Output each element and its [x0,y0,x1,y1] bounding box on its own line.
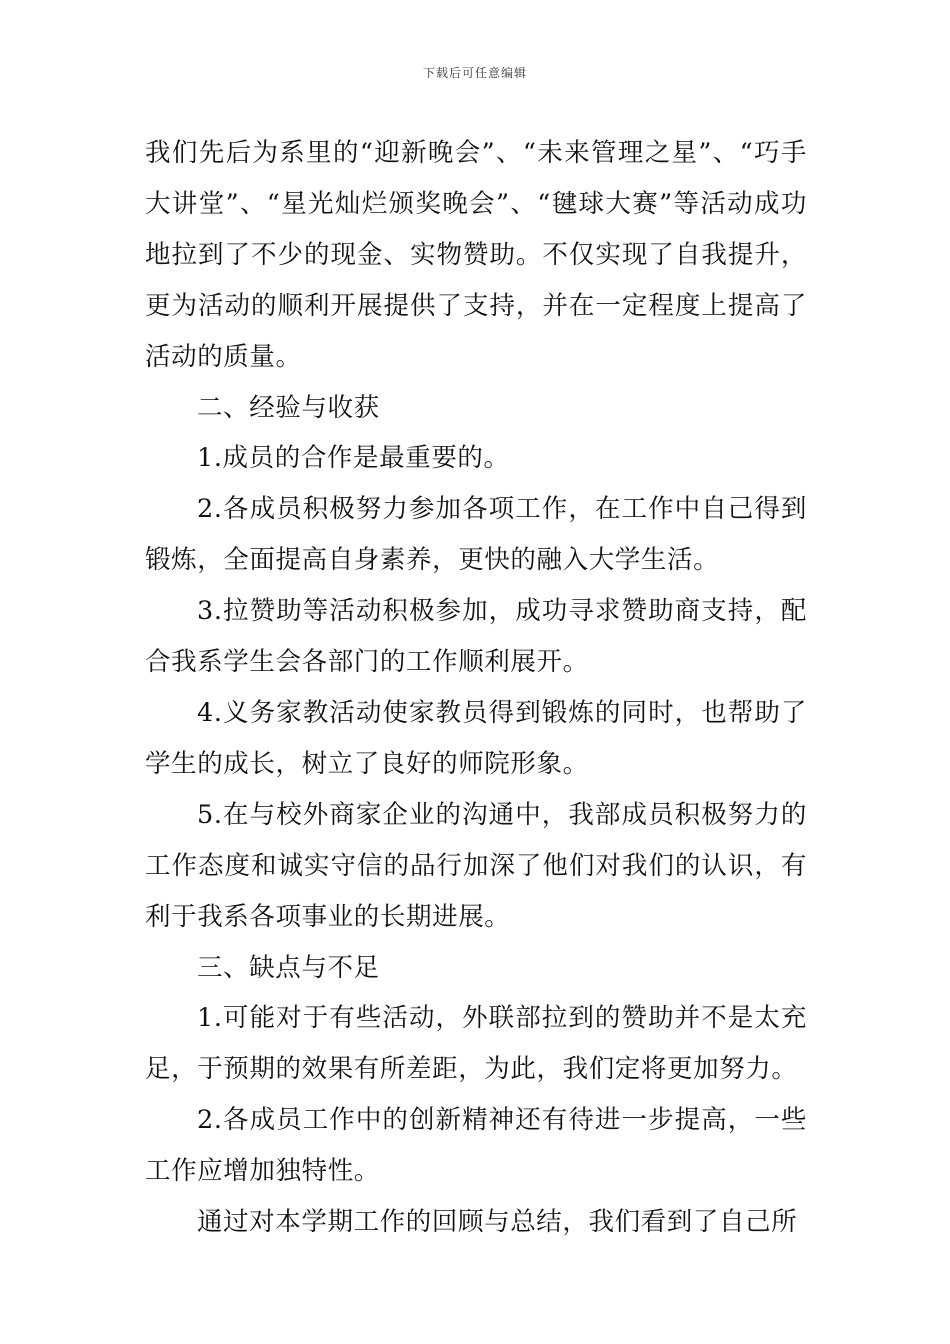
paragraph-conclusion: 通过对本学期工作的回顾与总结，我们看到了自己所 [197,1207,798,1238]
list-item-experience-5: 5.在与校外商家企业的沟通中，我部成员积极努力的工作态度和诚实守信的品行加深了他们对我们的认识，有利于我系各项事业的长期进展。 [145,799,807,932]
list-item-experience-2: 2.各成员积极努力参加各项工作，在工作中自己得到锻炼，全面提高自身素养，更快的融入大学生活。 [145,494,807,576]
list-item-shortcoming-2: 2.各成员工作中的创新精神还有待进一步提高，一些工作应增加独特性。 [145,1105,807,1187]
list-item-experience-1: 1.成员的合作是最重要的。 [197,443,510,474]
document-body [145,128,807,1248]
list-item-shortcoming-1: 1.可能对于有些活动，外联部拉到的赞助并不是太充足，于预期的效果有所差距，为此，我们定将更加努力。 [145,1003,807,1085]
paragraph-sponsorship-activities: 我们先后为系里的“迎新晚会”、“未来管理之星”、“巧手大讲堂”、“星光灿烂颁奖晚会”、“毽球大赛”等活动成功地拉到了不少的现金、实物赞助。不仅实现了自我提升，更为活动的顺利开展提供了支持，并在一定程度上提高了活动的质量。 [145,138,807,372]
section-heading-experience: 二、经验与收获 [197,392,380,423]
section-heading-shortcomings: 三、缺点与不足 [197,952,380,983]
list-item-experience-4: 4.义务家教活动使家教员得到锻炼的同时，也帮助了学生的成长，树立了良好的师院形象。 [145,697,807,779]
list-item-experience-3: 3.拉赞助等活动积极参加，成功寻求赞助商支持，配合我系学生会各部门的工作顺利展开。 [145,596,807,678]
page-header: 下载后可任意编辑 [422,66,527,80]
